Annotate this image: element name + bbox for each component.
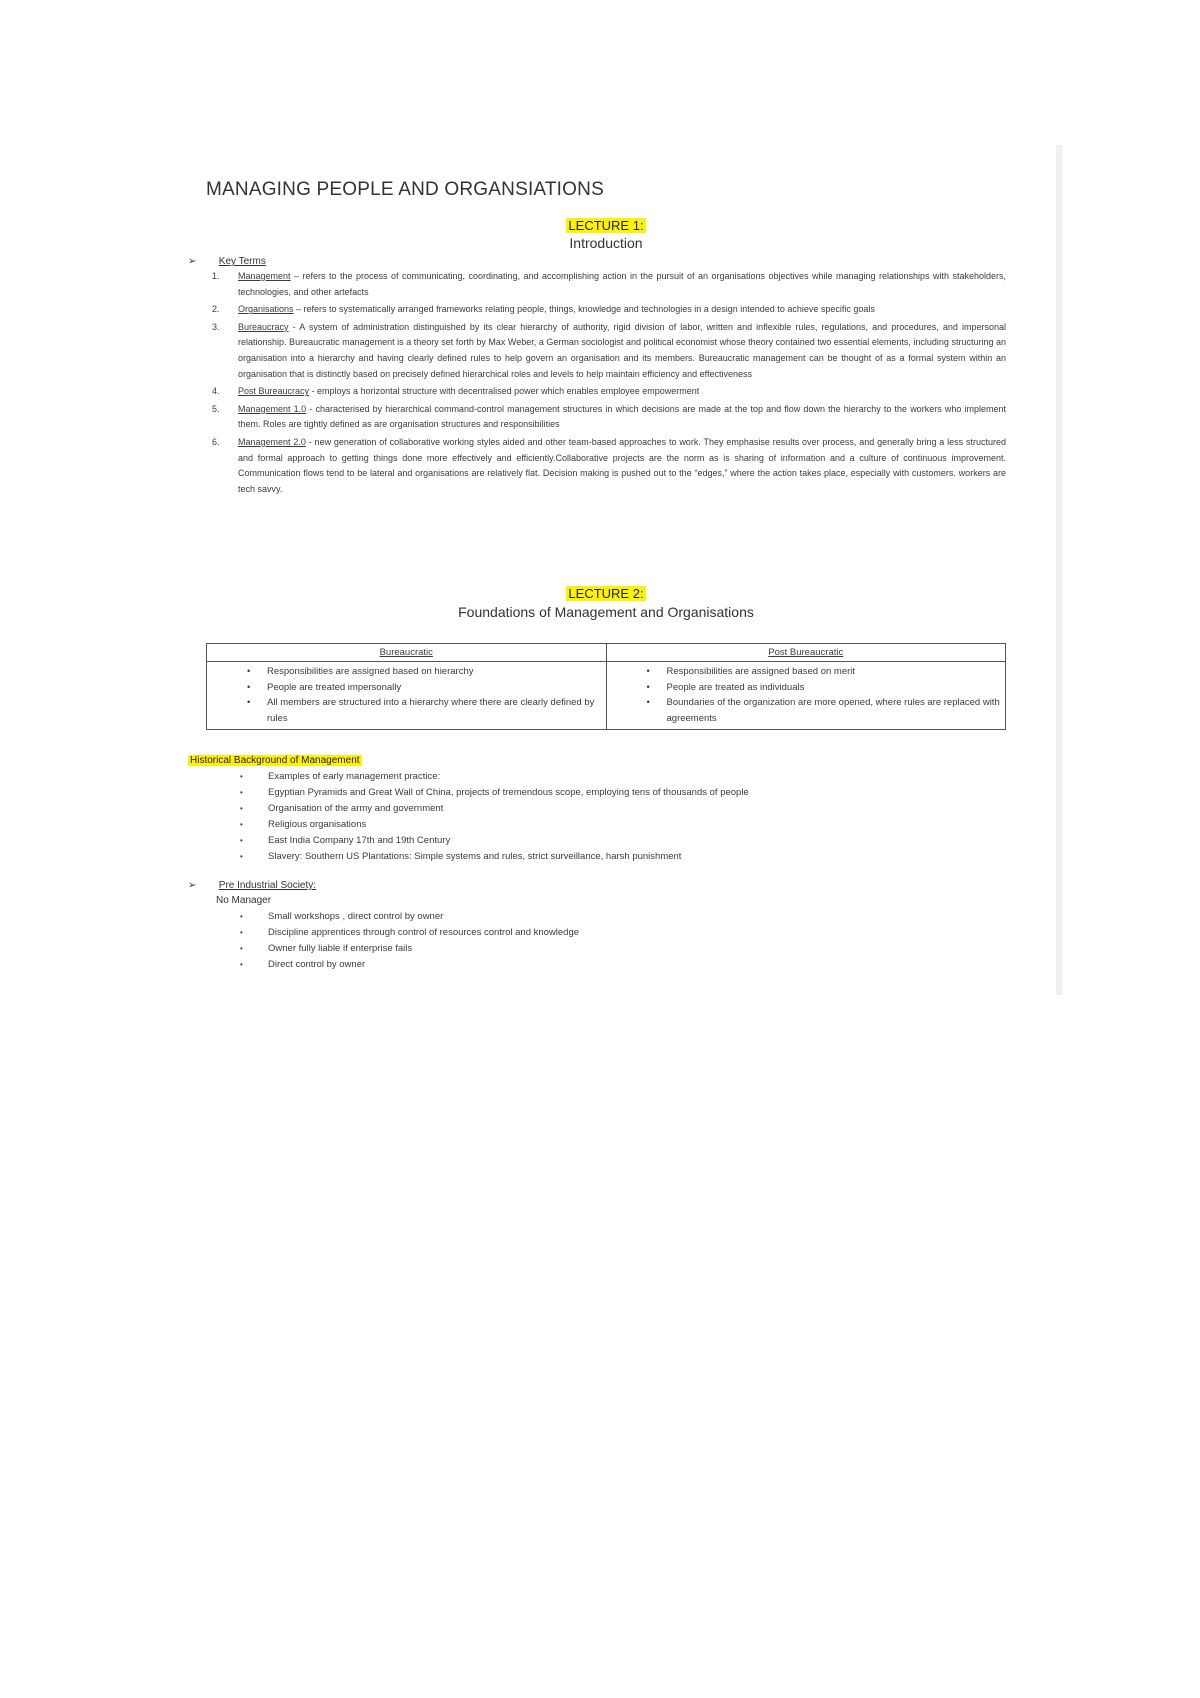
term-name: Bureaucracy [238, 321, 289, 332]
term-definition: – refers to systematically arranged frameworks relating people, things, knowledge and technologies in a design intended to achieve specific goals [293, 304, 875, 315]
lecture-2-label: LECTURE 2: [568, 586, 644, 601]
arrow-bullet-icon: ➢ [188, 880, 197, 891]
arrow-bullet-icon: ➢ [188, 256, 197, 267]
lecture-2-subtitle: Foundations of Management and Organisations [458, 604, 754, 620]
list-item: • Egyptian Pyramids and Great Wall of China, projects of tremendous scope, employing tens of thousands of people [188, 785, 988, 801]
key-terms-heading: Key Terms [218, 256, 266, 267]
table-header-row [207, 644, 1006, 662]
list-number: 1. [212, 271, 220, 281]
document-title: MANAGING PEOPLE AND ORGANSIATIONS [206, 179, 604, 200]
key-terms-list [206, 269, 1006, 499]
historical-heading: Historical Background of Management [190, 755, 360, 766]
term-definition: - A system of administration distinguished by its clear hierarchy of authority, rigid division of labor, written and inflexible rules, regulations, and procedures, and impersonal relationship. Bureaucratic management is a theory set forth by Max Weber, a German sociologist and political economist whose theory contained two essential elements, including structuring an organisation into a hierarchy and having clearly defined rules to help govern an organisation and its members. Bureaucratic management can be thought of as a formal system within an organisation that is distinctly based on precisely defined hierarchical roles and levels to help maintain efficiency and effectiveness [238, 321, 1006, 379]
list-item: • People are treated as individuals [611, 680, 1002, 696]
list-item: • Direct control by owner [188, 957, 988, 973]
lecture-1-subtitle: Introduction [569, 235, 643, 251]
list-item: • All members are structured into a hierarchy where there are clearly defined by rules [211, 695, 602, 726]
comparison-table [206, 643, 1006, 730]
list-item: • Owner fully liable if enterprise fails [188, 941, 988, 957]
preindustrial-heading-row [188, 880, 316, 891]
list-item [206, 269, 1006, 300]
term-definition: – refers to the process of communicating, coordinating, and accomplishing action in the pursuit of an organisations objectives while managing relationships with stakeholders, technologies, and other artefacts [238, 271, 1006, 297]
list-item [206, 435, 1006, 497]
lecture-2-subtitle-row [206, 604, 1006, 622]
historical-list [188, 769, 988, 865]
column-header-bureaucratic: Bureaucratic [207, 644, 607, 662]
preindustrial-list [188, 909, 988, 973]
column-header-post-bureaucratic: Post Bureaucratic [606, 644, 1006, 662]
term-name: Management 2.0 [238, 436, 306, 447]
historical-heading-row [188, 755, 362, 766]
term-name: Management 1.0 [238, 403, 307, 414]
term-name: Organisations [238, 304, 294, 315]
list-item: • Small workshops , direct control by owner [188, 909, 988, 925]
list-item: • Responsibilities are assigned based on hierarchy [211, 664, 602, 680]
list-item: • Slavery: Southern US Plantations: Simple systems and rules, strict surveillance, harsh punishment [188, 849, 988, 865]
lecture-1-subtitle-row [206, 235, 1006, 253]
list-number: 2. [212, 304, 220, 315]
list-item: • Discipline apprentices through control of resources control and knowledge [188, 925, 988, 941]
list-number: 4. [212, 386, 220, 397]
list-item [206, 402, 1006, 433]
list-item: • Boundaries of the organization are more opened, where rules are replaced with agreements [611, 695, 1002, 726]
list-item: • East India Company 17th and 19th Century [188, 833, 988, 849]
list-item: • Examples of early management practice: [188, 769, 988, 785]
list-item: • Religious organisations [188, 817, 988, 833]
list-number: 6. [212, 436, 220, 447]
lecture-1-label: LECTURE 1: [568, 218, 644, 233]
list-item [206, 320, 1006, 382]
term-name: Management [238, 271, 291, 281]
table-row [207, 662, 1006, 730]
preindustrial-heading: Pre Industrial Society: [218, 880, 317, 891]
lecture-2-label-row [206, 585, 1006, 603]
preindustrial-subheading: No Manager [216, 895, 272, 906]
term-definition: - characterised by hierarchical command-control management structures in which decisions are made at the top and flow down the hierarchy to the workers who implement them. Roles are tightly defined as are organisation structures and responsibilities [238, 403, 1006, 430]
list-item [206, 302, 1006, 318]
lecture-1-label-row [206, 217, 1006, 235]
term-definition: - employs a horizontal structure with decentralised power which enables employee empowerment [309, 386, 700, 397]
key-terms-heading-row [188, 256, 266, 267]
list-item: • Responsibilities are assigned based on merit [611, 664, 1002, 680]
list-item: • People are treated impersonally [211, 680, 602, 696]
term-definition: - new generation of collaborative working styles aided and other team-based approaches to work. They emphasise results over process, and generally bring a less structured and formal approach to getting things done more effectively and efficiently.Collaborative projects are the norm as is sharing of information and a culture of continuous improvement. Communication flows tend to be lateral and organisations are relatively flat. Decision making is pushed out to the “edges,” where the action takes place, especially with customers. workers are tech savvy. [238, 436, 1006, 494]
list-number: 3. [212, 321, 220, 332]
post-bureaucratic-cell [606, 662, 1006, 730]
document-page [150, 145, 1062, 995]
list-item [206, 384, 1006, 400]
list-number: 5. [212, 403, 220, 414]
list-item: • Organisation of the army and government [188, 801, 988, 817]
term-name: Post Bureaucracy [238, 386, 310, 397]
bureaucratic-cell [207, 662, 607, 730]
